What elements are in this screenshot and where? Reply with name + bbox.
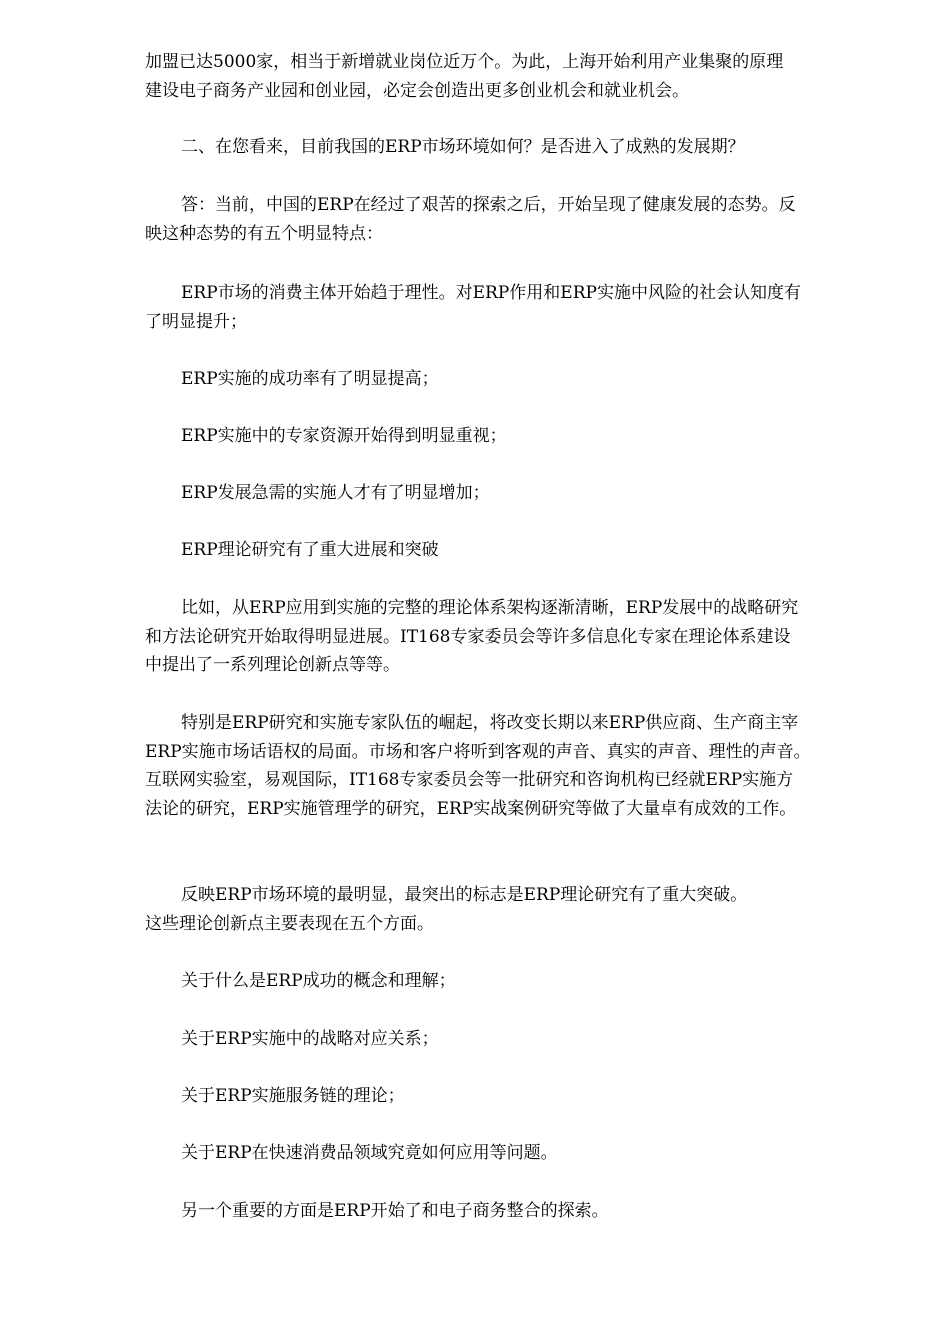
text-line: 互联网实验室，易观国际，IT168专家委员会等一批研究和咨询机构已经就ERP实施方 <box>145 770 794 790</box>
list-item-feature-3 <box>145 422 880 451</box>
text-line: 关于ERP实施中的战略对应关系； <box>181 1029 439 1049</box>
text-line: 了明显提升； <box>145 311 247 332</box>
text-line: ERP发展急需的实施人才有了明显增加； <box>181 483 490 503</box>
text-line: 映这种态势的有五个明显特点： <box>145 223 383 244</box>
text-line: 法论的研究，ERP实施管理学的研究，ERP实战案例研究等做了大量卓有成效的工作。 <box>145 798 797 819</box>
text-line: ERP理论研究有了重大进展和突破 <box>181 540 439 560</box>
list-item-feature-5 <box>145 536 880 565</box>
question-heading <box>145 133 880 162</box>
text-line: 关于什么是ERP成功的概念和理解； <box>181 971 456 991</box>
list-item-feature-4 <box>145 479 880 508</box>
text-line: 关于ERP实施服务链的理论； <box>181 1086 405 1106</box>
text-line: ERP市场的消费主体开始趋于理性。对ERP作用和ERP实施中风险的社会认知度有 <box>181 283 801 303</box>
paragraph-answer-intro <box>145 191 880 248</box>
list-item-innovation-2 <box>145 1025 880 1054</box>
list-item-innovation-3 <box>145 1082 880 1111</box>
text-line: 二、在您看来，目前我国的ERP市场环境如何？是否进入了成熟的发展期？ <box>181 137 745 157</box>
text-line: 比如，从ERP应用到实施的完整的理论体系架构逐渐清晰，ERP发展中的战略研究 <box>181 598 799 618</box>
text-line: 加盟已达5000家，相当于新增就业岗位近万个。为此，上海开始利用产业集聚的原理 <box>145 52 784 72</box>
text-line: 答：当前，中国的ERP在经过了艰苦的探索之后，开始呈现了健康发展的态势。反 <box>181 195 796 215</box>
paragraph-experts <box>145 709 880 823</box>
list-item-innovation-4 <box>145 1139 880 1168</box>
paragraph-ecommerce <box>145 1197 880 1226</box>
text-line: 和方法论研究开始取得明显进展。IT168专家委员会等许多信息化专家在理论体系建设 <box>145 626 791 647</box>
text-line: ERP实施的成功率有了明显提高； <box>181 369 439 389</box>
text-line: 特别是ERP研究和实施专家队伍的崛起，将改变长期以来ERP供应商、生产商主宰 <box>181 713 799 733</box>
text-line: ERP实施市场话语权的局面。市场和客户将听到客观的声音、真实的声音、理性的声音。 <box>145 741 811 762</box>
paragraph-employment <box>145 48 880 105</box>
text-line: 这些理论创新点主要表现在五个方面。 <box>145 913 434 934</box>
text-line: ERP实施中的专家资源开始得到明显重视； <box>181 426 507 446</box>
text-line: 建设电子商务产业园和创业园，必定会创造出更多创业机会和就业机会。 <box>145 80 689 101</box>
list-item-feature-2 <box>145 365 880 394</box>
text-line: 另一个重要的方面是ERP开始了和电子商务整合的探索。 <box>181 1201 609 1221</box>
text-line: 反映ERP市场环境的最明显，最突出的标志是ERP理论研究有了重大突破。 <box>181 885 748 905</box>
text-line: 中提出了一系列理论创新点等等。 <box>145 655 400 675</box>
list-item-innovation-1 <box>145 967 880 996</box>
paragraph-breakthrough <box>145 881 880 938</box>
paragraph-example <box>145 594 880 680</box>
text-line: 关于ERP在快速消费品领域究竟如何应用等问题。 <box>181 1143 558 1163</box>
list-item-feature-1 <box>145 279 880 336</box>
